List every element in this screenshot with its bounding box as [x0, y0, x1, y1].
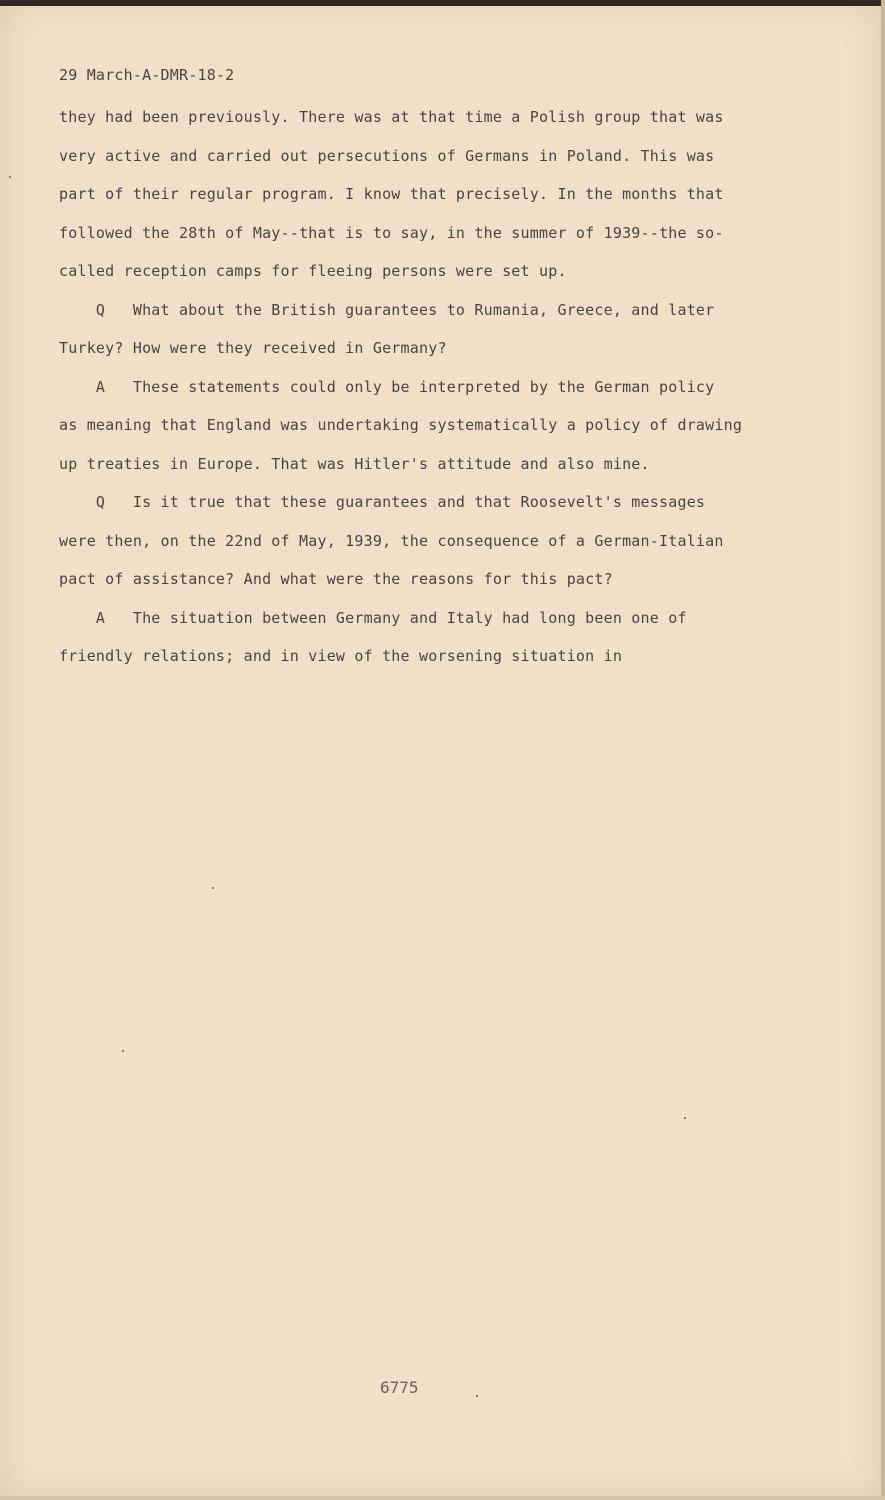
text-line: part of their regular program. I know that precisely. In the months that	[59, 185, 724, 203]
text-line: Turkey? How were they received in Germany?	[59, 339, 447, 357]
text-line: A These statements could only be interpreted by the German policy	[59, 377, 715, 396]
text-line: very active and carried out persecutions of Germans in Poland. This was	[59, 146, 715, 165]
page-right-edge	[881, 0, 885, 1500]
paper-speck	[122, 1050, 124, 1052]
paper-speck	[9, 176, 11, 178]
text-line: called reception camps for fleeing persons were set up.	[59, 262, 567, 280]
paper-speck	[212, 887, 214, 889]
page-header: 29 March-A-DMR-18-2	[59, 66, 235, 84]
page-number: 6775	[380, 1378, 419, 1397]
page-top-edge	[0, 0, 885, 6]
text-line: Q What about the British guarantees to Rumania, Greece, and later	[59, 300, 715, 319]
text-line: pact of assistance? And what were the reasons for this pact?	[59, 570, 613, 588]
page-bottom-edge	[0, 1496, 885, 1500]
text-line: Q Is it true that these guarantees and that Roosevelt's messages	[59, 493, 706, 511]
paper-speck	[684, 1117, 686, 1119]
text-line: as meaning that England was undertaking systematically a policy of drawing	[59, 416, 743, 434]
text-line: they had been previously. There was at that time a Polish group that was	[59, 108, 724, 126]
paper-speck	[476, 1395, 478, 1397]
text-line: friendly relations; and in view of the worsening situation in	[59, 647, 623, 665]
text-line: A The situation between Germany and Italy had long been one of	[59, 608, 687, 627]
text-line: followed the 28th of May--that is to say, in the summer of 1939--the so-	[59, 223, 724, 242]
body-text	[59, 103, 839, 681]
text-line: were then, on the 22nd of May, 1939, the consequence of a German-Italian	[59, 531, 724, 550]
text-line: up treaties in Europe. That was Hitler's attitude and also mine.	[59, 454, 650, 473]
